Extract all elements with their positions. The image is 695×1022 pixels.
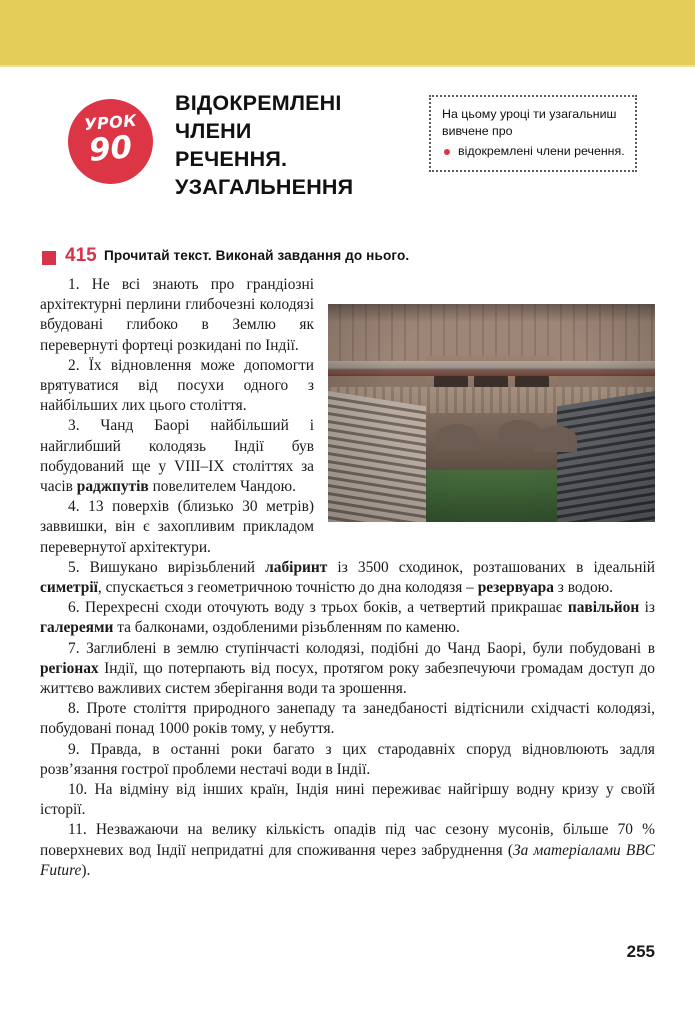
- text-paragraph: 1. Не всі знають про грандіозні архітектурні перлини глибочезні колодязі вбудовані глибоко в Землю як перевернуті фортеці розкидані по Індії.: [40, 276, 314, 354]
- top-color-band: [0, 0, 695, 65]
- objectives-list-item: [442, 143, 625, 160]
- text-paragraph: 9. Правда, в останні роки багато з цих стародавніх споруд відновлюють задля розв’язання гострої проблеми нестачі води в Індії.: [40, 740, 655, 778]
- photo-vignette: [328, 304, 655, 522]
- lesson-badge-word: УРОК: [83, 110, 138, 135]
- text-paragraph: 10. На відміну від інших країн, Індія нині переживає найгіршу водну кризу у своїй історії.: [40, 781, 655, 819]
- exercise-marker-square-icon: [42, 251, 56, 265]
- exercise-task-text: Прочитай текст. Виконай завдання до нього.: [104, 248, 410, 263]
- photo-float-wrapper: [328, 304, 655, 522]
- title-line-3: РЕЧЕННЯ.: [175, 147, 288, 171]
- text-paragraph: 2. Їх відновлення може допомогти врятуватися від посухи одного з найбільших лих цього століття.: [40, 356, 314, 415]
- page-number: 255: [626, 942, 655, 961]
- lesson-objectives-box: [429, 95, 637, 172]
- exercise-body-text: [40, 275, 655, 881]
- lesson-badge-number: 90: [87, 129, 134, 169]
- lesson-number-badge: [68, 99, 153, 184]
- bullet-dot-icon: [444, 149, 450, 155]
- exercise-number: 415: [65, 245, 97, 266]
- title-line-4: УЗАГАЛЬНЕННЯ: [175, 175, 354, 199]
- text-paragraph: 8. Проте століття природного занепаду та занедбаності відтіснили східчасті колодязі, побудовані понад 1000 років тому, у небуття.: [40, 700, 655, 738]
- chand-baori-stepwell-photo: [328, 304, 655, 522]
- title-line-1: ВІДОКРЕМЛЕНІ: [175, 91, 342, 115]
- text-paragraph: 11. Незважаючи на велику кількість опадів під час сезону мусонів, більше 70 % поверхневих вод Індії непридатні для споживання через забруднення (За матеріалами BBC Future).: [40, 821, 655, 879]
- text-paragraph: 4. 13 поверхів (близько 30 метрів) заввишки, він є захопливим прикладом перевернутої архітектури.: [40, 498, 314, 556]
- objectives-lead-text: На цьому уроці ти узагальниш вивчене про: [442, 107, 617, 138]
- title-line-2: ЧЛЕНИ: [175, 119, 252, 143]
- text-paragraph: 5. Вишукано вирізьблений лабіринт із 3500 сходинок, розташованих в ідеальній симетрії, спускається з геометричною точністю до дна колодязя – резервуара з водою.: [40, 558, 656, 597]
- textbook-page: [0, 67, 695, 1022]
- text-paragraph: 6. Перехресні сходи оточують воду з трьох боків, а четвертий прикрашає павільйон із галереями та балконами, оздобленими різьбленням по каменю.: [40, 599, 655, 637]
- objectives-item-label: відокремлені члени речення.: [458, 144, 625, 158]
- exercise-heading: [42, 247, 657, 269]
- text-paragraph: 7. Заглиблені в землю ступінчасті колодязі, подібні до Чанд Баорі, були побудовані в регіонах Індії, що потерпають від посух, протягом року забезпечуючи громадам доступ до життєво важливих систем зберігання води та зрошення.: [40, 639, 655, 698]
- text-paragraph: 3. Чанд Баорі найбільший і найглибший колодязь Індії був побудований ще у VIII–IX століттях за часів раджпутів повелителем Чандою.: [40, 417, 314, 496]
- page-title: [175, 89, 425, 201]
